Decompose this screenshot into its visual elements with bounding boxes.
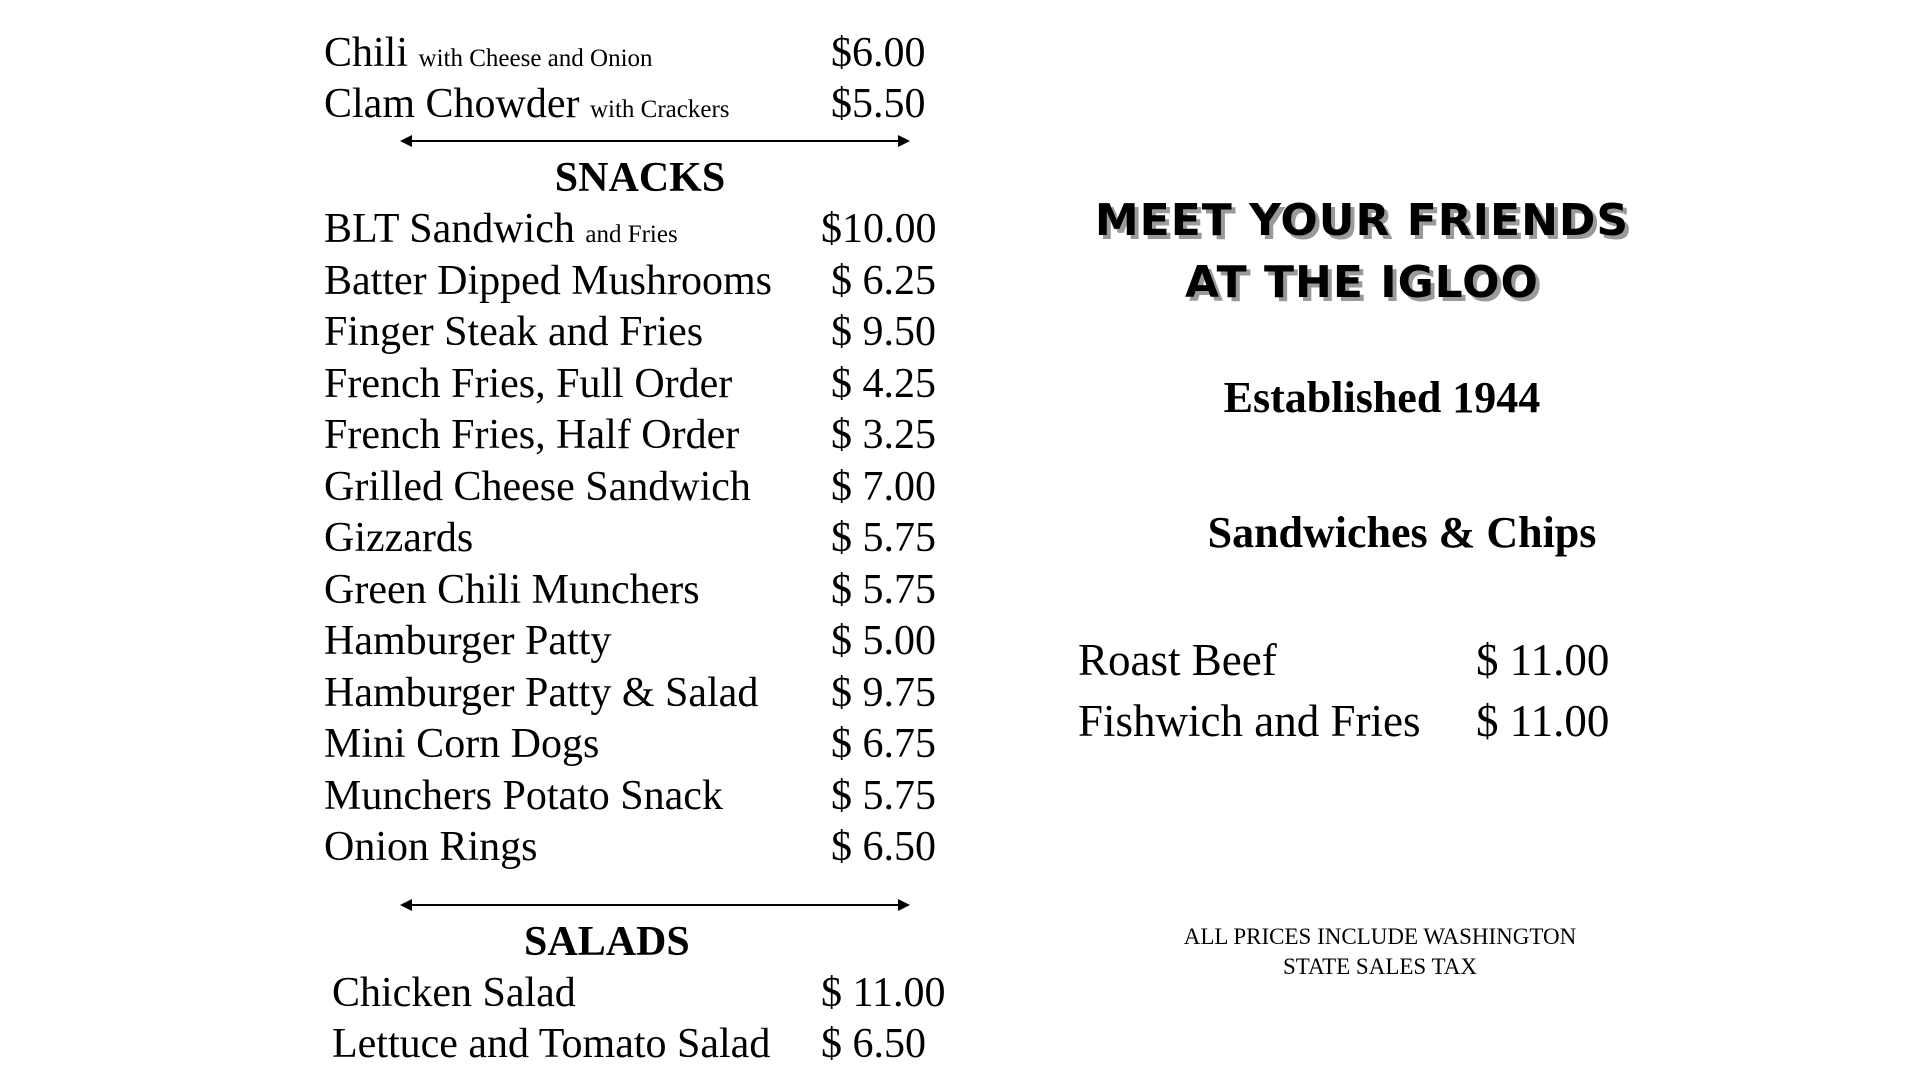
item-price: $ 9.50 (831, 309, 936, 355)
item-price: $ 5.75 (831, 515, 936, 561)
left-menu-column (324, 28, 956, 1071)
item-price: $10.00 (821, 206, 937, 252)
item-note: with Cheese and Onion (418, 45, 653, 72)
item-price: $6.00 (831, 30, 926, 76)
item-name: Green Chili Munchers (324, 566, 700, 613)
item-name: Munchers Potato Snack (324, 772, 723, 819)
item-name: Hamburger Patty (324, 618, 612, 664)
sandwiches-heading: Sandwiches & Chips (1207, 508, 1597, 557)
divider-line (406, 904, 904, 906)
item-label (324, 79, 730, 135)
menu-item (324, 204, 956, 256)
menu-item (324, 616, 956, 668)
menu-item (324, 822, 956, 874)
menu-item (324, 307, 956, 359)
item-price: $ 5.00 (831, 618, 936, 664)
sandwiches-list (1078, 630, 1618, 752)
item-label (324, 204, 678, 261)
item-name: Roast Beef (1078, 635, 1277, 685)
menu-item (324, 359, 956, 411)
divider-arrow (400, 894, 910, 916)
item-name: Lettuce and Tomato Salad (332, 1021, 771, 1067)
menu-item (324, 513, 956, 565)
menu-item (1078, 691, 1618, 752)
item-name: Finger Steak and Fries (324, 309, 704, 355)
item-name: French Fries, Half Order (324, 412, 740, 458)
item-price: $ 6.50 (821, 1021, 926, 1067)
established-text: Established 1944 (1223, 373, 1541, 422)
salads-heading: SALADS (524, 918, 690, 965)
item-name: French Fries, Full Order (324, 360, 733, 407)
arrowhead-right (898, 899, 910, 911)
menu-item (324, 719, 956, 771)
item-name: BLT Sandwich (324, 206, 575, 252)
menu-item (1078, 630, 1618, 691)
item-price: $ 5.75 (831, 772, 936, 819)
menu-item-chili (324, 28, 956, 79)
item-price: $ 6.50 (831, 824, 936, 870)
item-name: Batter Dipped Mushrooms (324, 257, 772, 304)
item-price: $ 11.00 (1476, 696, 1610, 746)
menu-item (324, 1019, 956, 1071)
item-price: $ 3.25 (831, 412, 936, 458)
slogan-line: MEET YOUR FRIENDS (1094, 195, 1630, 246)
menu-item (324, 968, 956, 1020)
item-price: $ 4.25 (831, 360, 936, 407)
item-price: $ 9.75 (831, 669, 936, 716)
menu-item (324, 771, 956, 823)
menu-item (324, 462, 956, 514)
menu-item (324, 256, 956, 308)
tax-note-line: STATE SALES TAX (1283, 954, 1477, 979)
divider-line (406, 140, 904, 142)
soup-items (324, 28, 956, 130)
menu-item (324, 410, 956, 462)
item-label (324, 28, 653, 84)
menu-item-clam-chowder (324, 79, 956, 130)
item-price: $ 6.75 (831, 721, 936, 767)
slogan-line: AT THE IGLOO (1185, 257, 1539, 308)
tax-note (1110, 922, 1650, 982)
item-name: Onion Rings (324, 824, 538, 870)
item-name: Chili (324, 30, 409, 76)
item-name: Clam Chowder (324, 81, 580, 127)
item-price: $ 6.25 (831, 257, 936, 304)
item-name: Grilled Cheese Sandwich (324, 463, 751, 510)
item-price: $ 11.00 (821, 969, 946, 1016)
item-note: and Fries (585, 221, 678, 248)
item-name: Gizzards (324, 515, 474, 561)
slogan (1082, 190, 1642, 314)
item-note: with Crackers (589, 96, 730, 123)
snacks-list (324, 204, 956, 874)
tax-note-line: ALL PRICES INCLUDE WASHINGTON (1183, 924, 1577, 949)
menu-item (324, 668, 956, 720)
divider-arrow (400, 130, 910, 152)
item-price: $ 11.00 (1476, 635, 1610, 685)
item-name: Chicken Salad (332, 969, 576, 1016)
arrowhead-right (898, 135, 910, 147)
right-info-column (1060, 190, 1680, 982)
item-price: $ 5.75 (831, 566, 936, 613)
item-name: Hamburger Patty & Salad (324, 669, 759, 716)
salads-list (324, 968, 956, 1071)
snacks-heading: SNACKS (554, 155, 726, 201)
item-price: $5.50 (831, 81, 926, 127)
item-name: Mini Corn Dogs (324, 721, 600, 767)
menu-item (324, 565, 956, 617)
item-name: Fishwich and Fries (1078, 696, 1421, 746)
item-price: $ 7.00 (831, 463, 936, 510)
